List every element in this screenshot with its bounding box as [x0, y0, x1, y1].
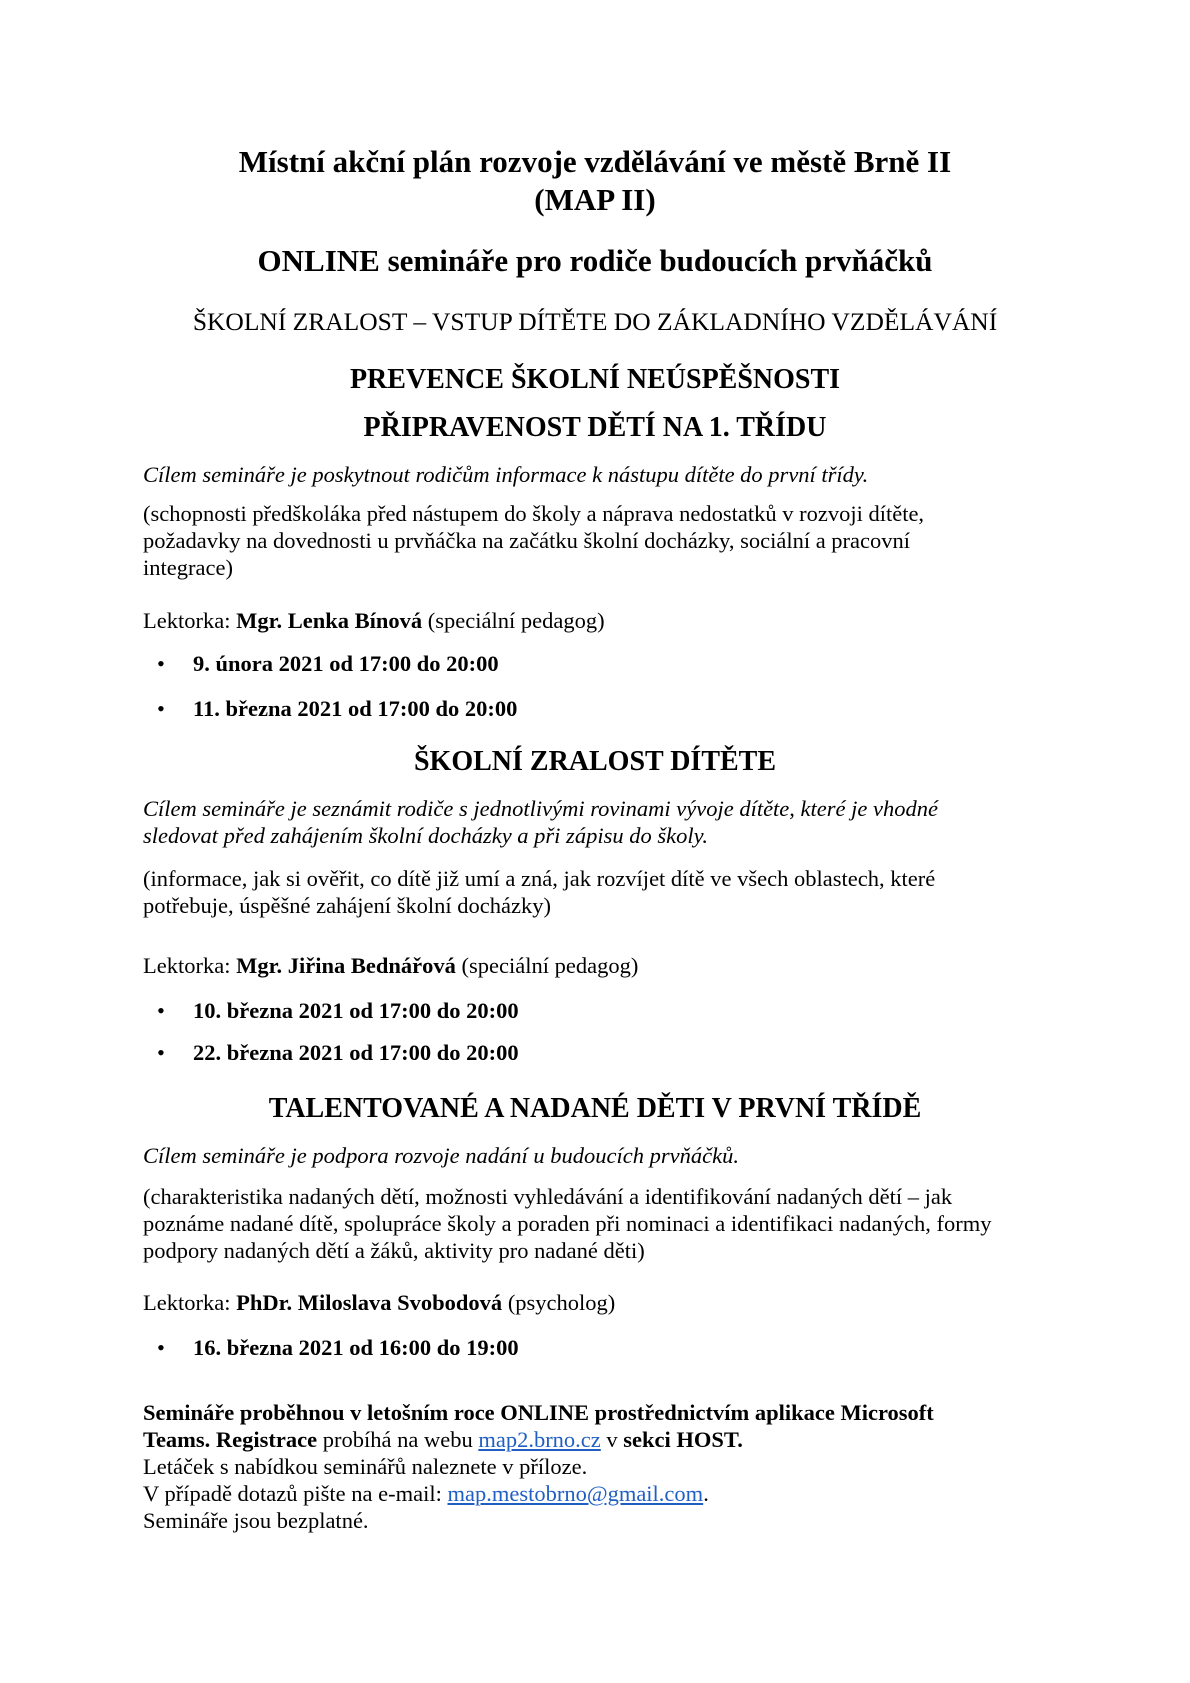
- section1-lecturer: [143, 607, 605, 634]
- section1-goal: Cílem semináře je poskytnout rodičům informace k nástupu dítěte do první třídy.: [143, 462, 869, 487]
- lecturer-prefix: Lektorka:: [143, 608, 237, 633]
- web-link[interactable]: map2.brno.cz: [478, 1427, 601, 1452]
- footer-registration: Teams. Registrace: [143, 1427, 318, 1452]
- bullet-icon: •: [157, 696, 165, 721]
- section3-desc-line2: poznáme nadané dítě, spolupráce školy a poraden při nominaci a identifikaci nadaných, formy: [143, 1211, 992, 1236]
- footer-line2: [143, 1426, 743, 1453]
- bullet-icon: •: [157, 998, 165, 1023]
- section2-goal-line2: sledovat před zahájením školní docházky a při zápisu do školy.: [143, 823, 708, 848]
- footer-line1: Semináře proběhnou v letošním roce ONLINE prostřednictvím aplikace Microsoft: [143, 1400, 934, 1425]
- footer-text: V případě dotazů pište na e-mail:: [143, 1481, 448, 1506]
- section2-date2: 22. března 2021 od 17:00 do 20:00: [193, 1040, 519, 1065]
- lecturer-name: PhDr. Miloslava Svobodová: [236, 1290, 503, 1315]
- bullet-icon: •: [157, 651, 165, 676]
- footer-text: v: [600, 1427, 624, 1452]
- document-title-line1: Místní akční plán rozvoje vzdělávání ve městě Brně II: [238, 144, 952, 179]
- lecturer-role: (speciální pedagog): [455, 953, 639, 978]
- section1-heading1: PREVENCE ŠKOLNÍ NEÚSPĚŠNOSTI: [349, 364, 841, 395]
- footer-text: .: [703, 1481, 709, 1506]
- section2-goal-line1: Cílem semináře je seznámit rodiče s jednotlivými rovinami vývoje dítěte, které je vhodné: [143, 796, 938, 821]
- lecturer-name: Mgr. Jiřina Bednářová: [236, 953, 456, 978]
- section2-date1: 10. března 2021 od 17:00 do 20:00: [193, 998, 519, 1023]
- section1-desc-line3: integrace): [143, 555, 233, 580]
- section3-date1: 16. března 2021 od 16:00 do 19:00: [193, 1335, 519, 1360]
- footer-text: probíhá na webu: [317, 1427, 479, 1452]
- bullet-icon: •: [157, 1335, 165, 1360]
- section1-heading2: PŘIPRAVENOST DĚTÍ NA 1. TŘÍDU: [363, 412, 827, 443]
- lecturer-role: (speciální pedagog): [422, 608, 605, 633]
- footer-line4: [143, 1480, 709, 1507]
- bullet-icon: •: [157, 1040, 165, 1065]
- document-title-line2: (MAP II): [534, 182, 656, 217]
- section3-desc-line3: podpory nadaných dětí a žáků, aktivity pro nadané děti): [143, 1238, 645, 1263]
- lecturer-name: Mgr. Lenka Bínová: [236, 608, 423, 633]
- lecturer-role: (psycholog): [502, 1290, 616, 1315]
- section2-lecturer: [143, 952, 638, 979]
- lecturer-prefix: Lektorka:: [143, 1290, 237, 1315]
- section1-date2: 11. března 2021 od 17:00 do 20:00: [193, 696, 518, 721]
- document-theme: ŠKOLNÍ ZRALOST – VSTUP DÍTĚTE DO ZÁKLADNÍHO VZDĚLÁVÁNÍ: [192, 307, 998, 336]
- section1-desc-line1: (schopnosti předškoláka před nástupem do školy a náprava nedostatků v rozvoji dítěte,: [143, 501, 925, 526]
- document-subtitle: ONLINE semináře pro rodiče budoucích prvňáčků: [257, 243, 933, 278]
- section1-desc-line2: požadavky na dovednosti u prvňáčka na začátku školní docházky, sociální a pracovní: [143, 528, 911, 553]
- lecturer-prefix: Lektorka:: [143, 953, 237, 978]
- footer-line3: Letáček s nabídkou seminářů naleznete v příloze.: [143, 1454, 588, 1479]
- section2-desc-line2: potřebuje, úspěšné zahájení školní docházky): [143, 893, 551, 918]
- footer-section-host: sekci HOST.: [623, 1427, 743, 1452]
- section2-heading: ŠKOLNÍ ZRALOST DÍTĚTE: [413, 746, 777, 777]
- footer-line5: Semináře jsou bezplatné.: [143, 1508, 369, 1533]
- section2-desc-line1: (informace, jak si ověřit, co dítě již umí a zná, jak rozvíjet dítě ve všech oblastech, které: [143, 866, 936, 891]
- section3-goal: Cílem semináře je podpora rozvoje nadání u budoucích prvňáčků.: [143, 1143, 739, 1168]
- section3-lecturer: [143, 1289, 615, 1316]
- section3-desc-line1: (charakteristika nadaných dětí, možnosti vyhledávání a identifikování nadaných dětí – jak: [143, 1184, 953, 1209]
- section3-heading: TALENTOVANÉ A NADANÉ DĚTI V PRVNÍ TŘÍDĚ: [268, 1093, 922, 1124]
- email-link[interactable]: map.mestobrno@gmail.com: [447, 1481, 704, 1506]
- section1-date1: 9. února 2021 od 17:00 do 20:00: [193, 651, 499, 676]
